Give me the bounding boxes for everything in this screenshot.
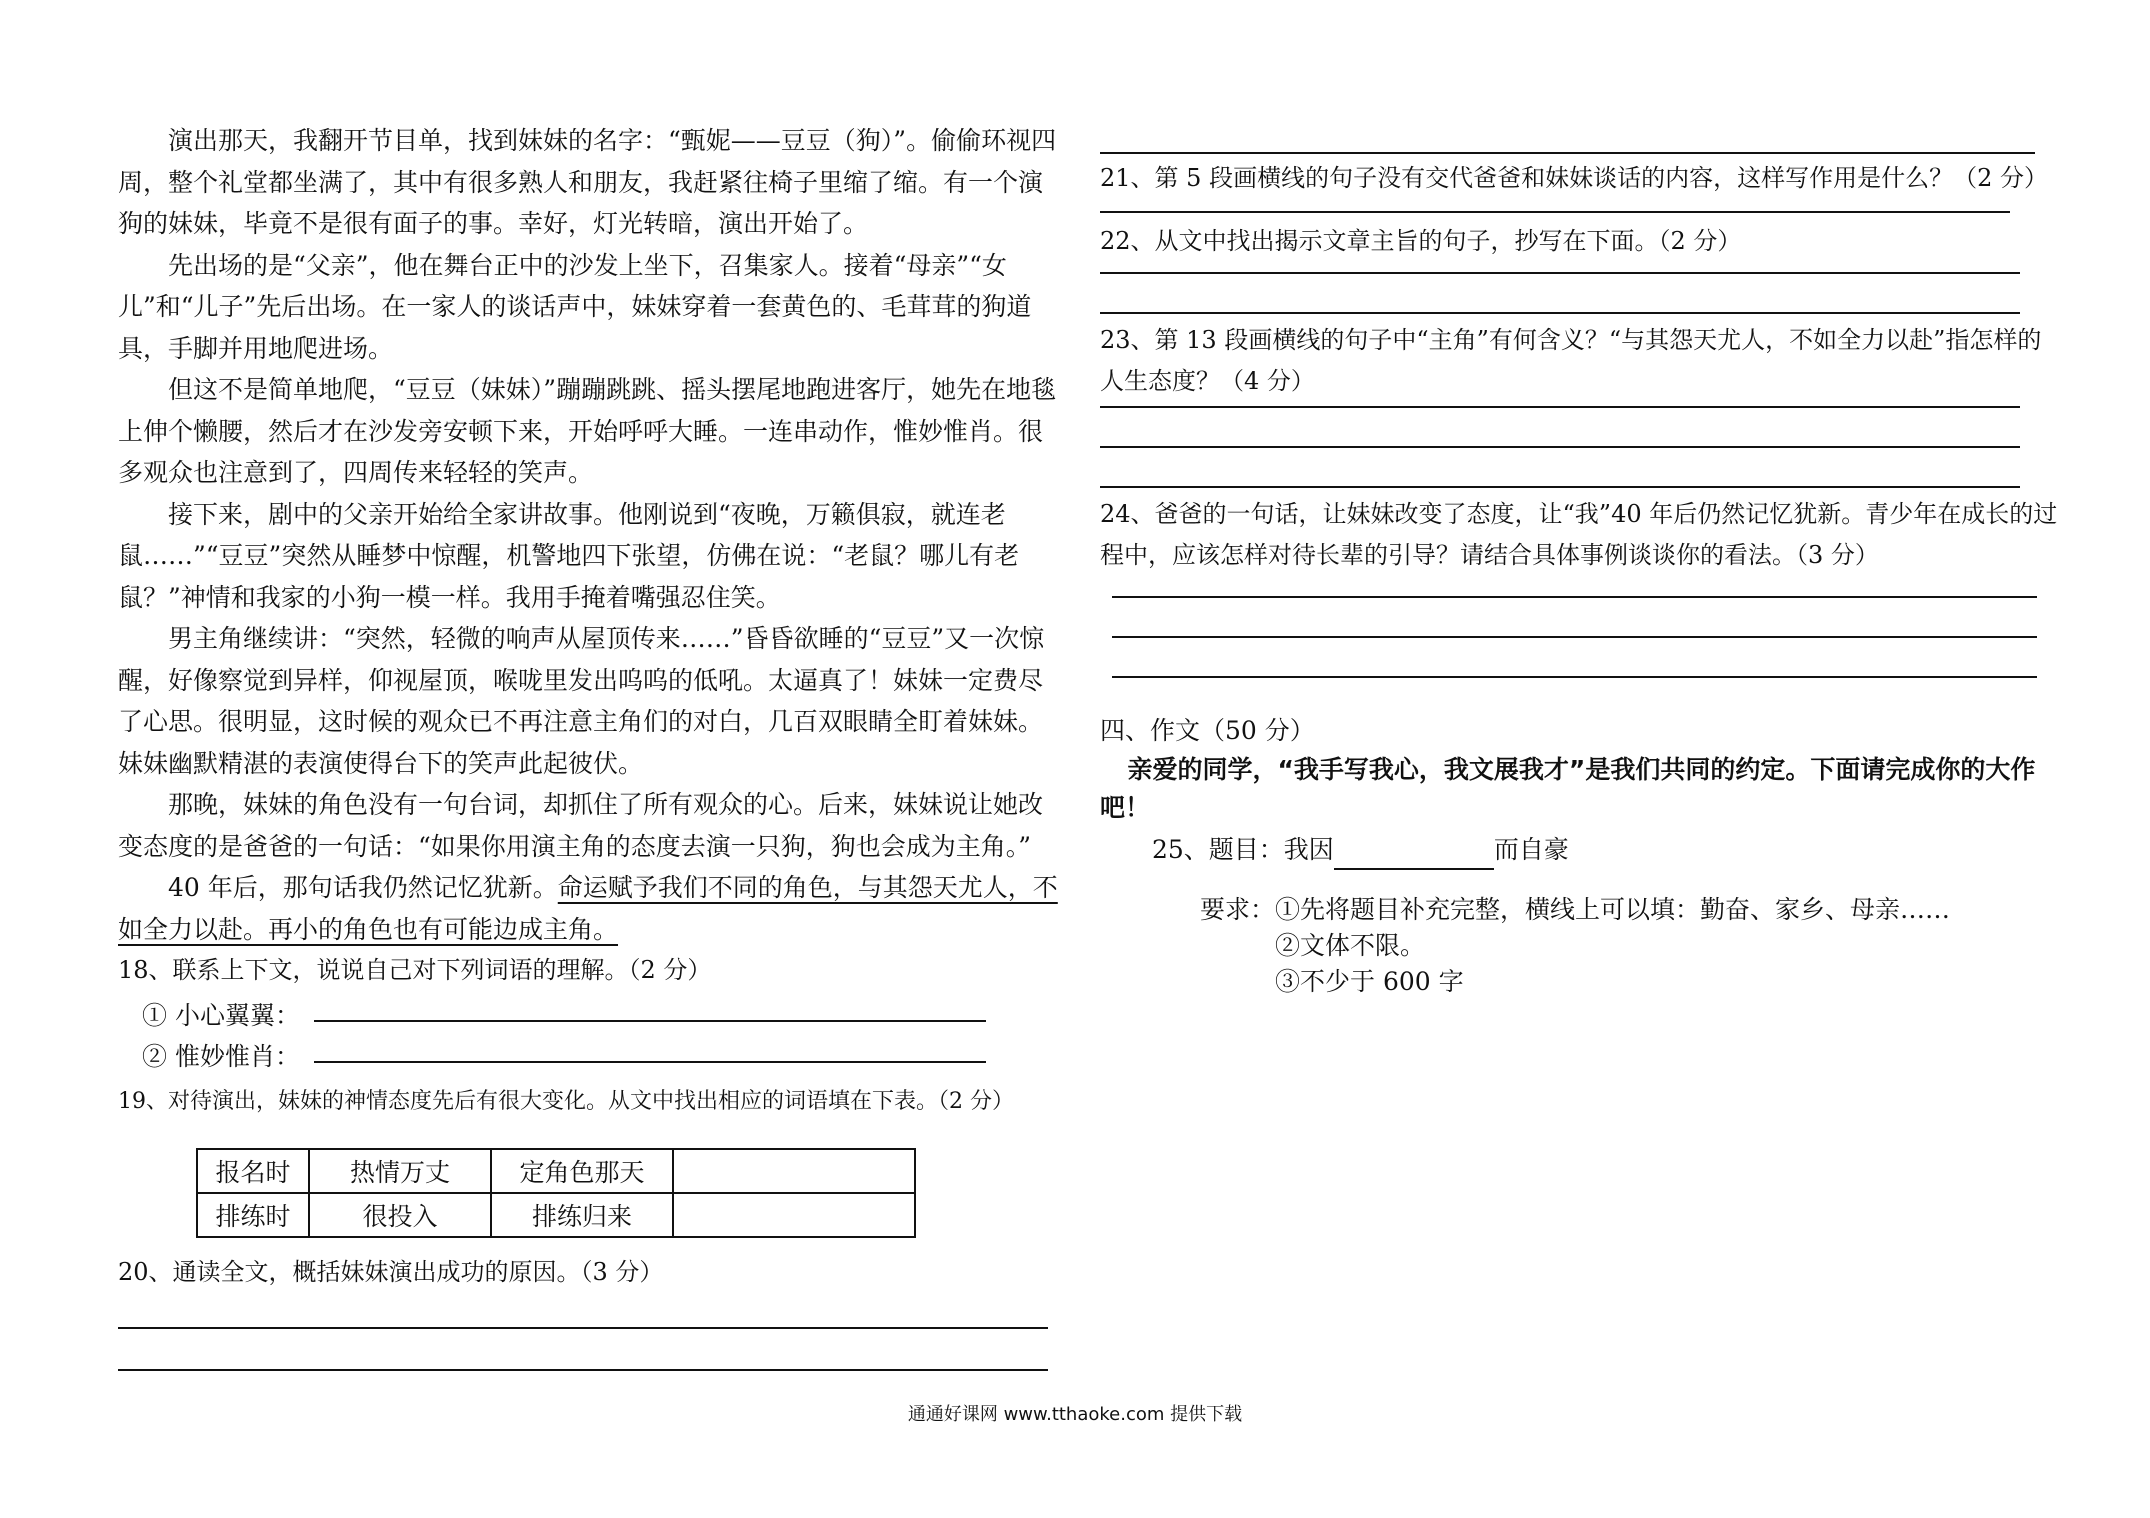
question-22: 22、从文中找出揭示文章主旨的句子，抄写在下面。（2 分）: [1100, 227, 1742, 255]
answer-line[interactable]: [1100, 211, 2010, 213]
answer-line[interactable]: [314, 1020, 986, 1022]
essay-intro: 亲爱的同学，“我手写我心，我文展我才”是我们共同的约定。下面请完成你的大作吧！: [1100, 755, 2036, 822]
requirements: [1100, 892, 2060, 1000]
paragraph: 那晚，妹妹的角色没有一句台词，却抓住了所有观众的心。后来，妹妹说让她改变态度的是爸爸的一句话：“如果你用演主角的态度去演一只狗，狗也会成为主角。”: [118, 790, 1044, 861]
paragraph-final: [118, 867, 1063, 950]
answer-line[interactable]: [1100, 446, 2020, 448]
answer-line[interactable]: [1112, 676, 2037, 678]
final-sentence-start: 40 年后，那句话我仍然记忆犹新。: [168, 873, 558, 902]
answer-line[interactable]: [1100, 406, 2020, 408]
question-24: 24、爸爸的一句话，让妹妹改变了态度，让“我”40 年后仍然记忆犹新。青少年在成长的过程中，应该怎样对待长辈的引导？请结合具体事例谈谈你的看法。（3 分）: [1100, 500, 2058, 569]
answer-cell[interactable]: [673, 1193, 915, 1237]
section-4-heading: 四、作文（50 分）: [1100, 716, 1315, 745]
answer-line[interactable]: [1100, 312, 2020, 314]
answer-line[interactable]: [1112, 596, 2037, 598]
requirement-item: ①先将题目补充完整，横线上可以填：勤奋、家乡、母亲……: [1275, 895, 1951, 924]
question-18: 18、联系上下文，说说自己对下列词语的理解。（2 分）: [118, 956, 712, 984]
answer-line[interactable]: [314, 1061, 986, 1063]
q18-term: ② 惟妙惟肖：: [142, 1042, 300, 1071]
q25-prefix: 25、题目：我因: [1152, 835, 1334, 864]
q18-term: ① 小心翼翼：: [142, 1001, 300, 1030]
question-19: 19、对待演出，妹妹的神情态度先后有很大变化。从文中找出相应的词语填在下表。（2 分）: [118, 1089, 1014, 1114]
paragraph: 但这不是简单地爬，“豆豆（妹妹）”蹦蹦跳跳、摇头摆尾地跑进客厅，她先在地毯上伸个懒腰，然后才在沙发旁安顿下来，开始呼呼大睡。一连串动作，惟妙惟肖。很多观众也注意到了，四周传来轻轻的笑声。: [118, 375, 1057, 487]
paragraph: 演出那天，我翻开节目单，找到妹妹的名字：“甄妮——豆豆（狗）”。偷偷环视四周，整个礼堂都坐满了，其中有很多熟人和朋友，我赶紧往椅子里缩了缩。有一个演狗的妹妹，毕竟不是很有面子的事。幸好，灯光转暗，演出开始了。: [118, 126, 1057, 238]
paragraph: 男主角继续讲：“突然，轻微的响声从屋顶传来……”昏昏欲睡的“豆豆”又一次惊醒，好像察觉到异样，仰视屋顶，喉咙里发出呜呜的低吼。太逼真了！妹妹一定费尽了心思。很明显，这时候的观众已不再注意主角们的对白，几百双眼睛全盯着妹妹。妹妹幽默精湛的表演使得台下的笑声此起彼伏。: [118, 624, 1045, 778]
table-cell: 很投入: [309, 1193, 491, 1237]
question-25: [1100, 829, 2060, 870]
paragraph: 先出场的是“父亲”，他在舞台正中的沙发上坐下，召集家人。接着“母亲”“女儿”和“儿子”先后出场。在一家人的谈话声中，妹妹穿着一套黄色的、毛茸茸的狗道具，手脚并用地爬进场。: [118, 250, 1032, 363]
requirements-label: 要求：: [1200, 895, 1276, 924]
underlined-sentence: 命运赋予我们不同的角色，与其怨天尤人，不如全力以赴。再小的角色也有可能边成主角。: [118, 873, 1058, 944]
requirement-item: ③不少于 600 字: [1275, 967, 1464, 996]
answer-line[interactable]: [118, 1369, 1048, 1371]
question-23: 23、第 13 段画横线的句子中“主角”有何含义？“与其怨天尤人，不如全力以赴”指怎样的人生态度？（4 分）: [1100, 326, 2042, 395]
q18-item-2: [118, 1032, 1063, 1073]
requirement-item: ②文体不限。: [1275, 931, 1426, 960]
answer-line[interactable]: [118, 1327, 1048, 1329]
requirement-row-1: [1200, 892, 2060, 928]
table-row: [197, 1193, 915, 1237]
table-cell: 排练归来: [491, 1193, 673, 1237]
table-cell: 定角色那天: [491, 1149, 673, 1193]
answer-line[interactable]: [1100, 272, 2020, 274]
q19-table: [196, 1148, 916, 1238]
title-blank[interactable]: [1334, 844, 1494, 870]
question-20: 20、通读全文，概括妹妹演出成功的原因。（3 分）: [118, 1258, 664, 1286]
table-cell: 报名时: [197, 1149, 309, 1193]
right-column: [1100, 120, 2060, 1000]
left-column: [118, 120, 1063, 1371]
q18-item-1: [118, 991, 1063, 1032]
table-cell: 排练时: [197, 1193, 309, 1237]
table-cell: 热情万丈: [309, 1149, 491, 1193]
q25-suffix: 而自豪: [1493, 835, 1569, 864]
answer-line[interactable]: [1100, 486, 2020, 488]
paragraph: 接下来，剧中的父亲开始给全家讲故事。他刚说到“夜晚，万籁俱寂，就连老鼠……”“豆豆”突然从睡梦中惊醒，机警地四下张望，仿佛在说：“老鼠？哪儿有老鼠？”神情和我家的小狗一模一样。我用手掩着嘴强忍住笑。: [118, 499, 1020, 612]
footer-credit: 通通好课网 www.tthaoke.com 提供下载: [907, 1404, 1243, 1425]
question-21: 21、第 5 段画横线的句子没有交代爸爸和妹妹谈话的内容，这样写作用是什么？（2 分）: [1100, 164, 2048, 192]
answer-line[interactable]: [1112, 636, 2037, 638]
table-row: [197, 1149, 915, 1193]
answer-cell[interactable]: [673, 1149, 915, 1193]
answer-line[interactable]: [1100, 152, 2035, 154]
